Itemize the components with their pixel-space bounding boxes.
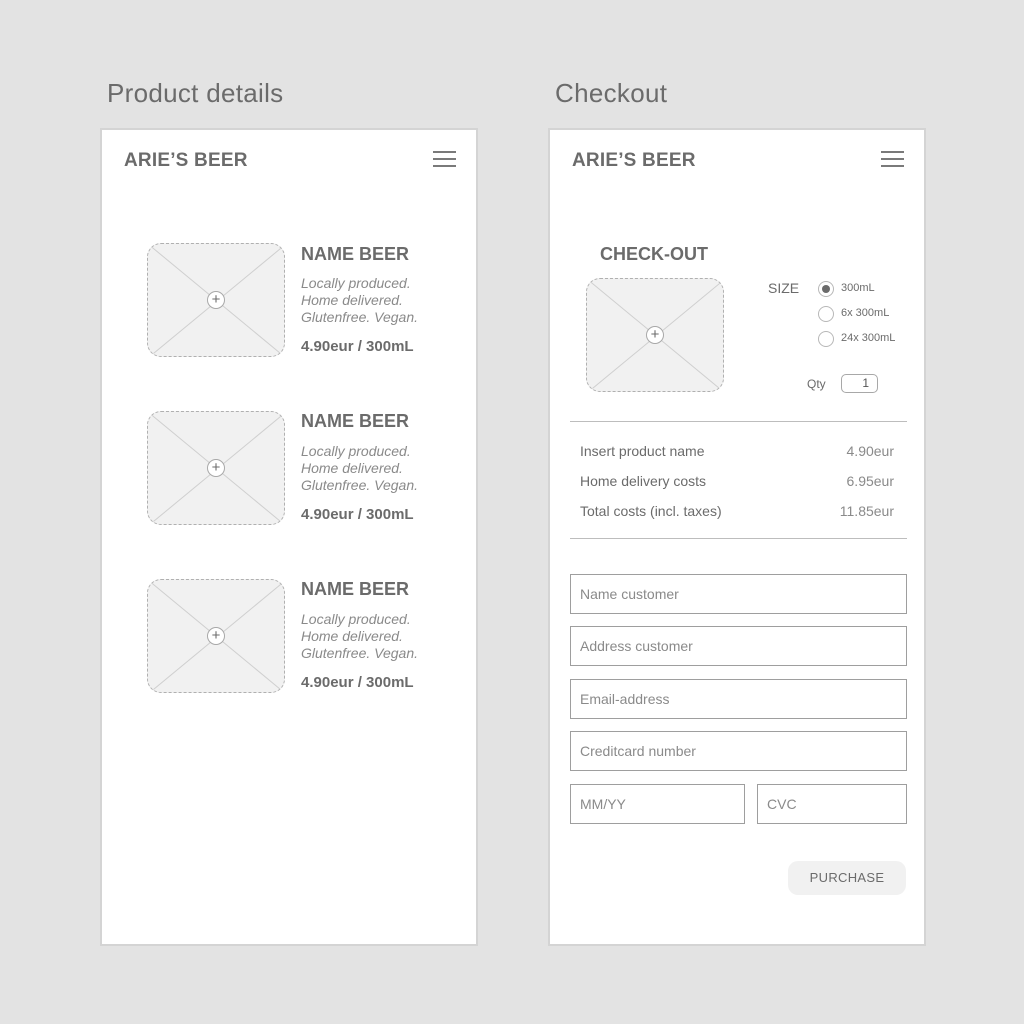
size-radio-24x300ml[interactable] [818, 331, 834, 347]
cost-value-product: 4.90eur [846, 443, 894, 459]
checkout-title: CHECK-OUT [600, 244, 708, 264]
product-price: 4.90eur / 300mL [301, 674, 414, 691]
image-placeholder-icon [586, 278, 724, 392]
product-name: NAME BEER [301, 411, 410, 431]
divider [570, 421, 907, 422]
size-label: SIZE [768, 280, 800, 296]
size-option-label: 6x 300mL [841, 307, 890, 319]
cost-label-delivery: Home delivery costs [580, 473, 707, 489]
plus-icon: + [646, 326, 664, 344]
image-placeholder-icon [147, 579, 285, 693]
size-radio-300ml[interactable] [818, 281, 834, 297]
cost-label-product: Insert product name [580, 443, 705, 459]
product-details-heading: Product details [107, 78, 284, 108]
cost-label-total: Total costs (incl. taxes) [580, 503, 722, 519]
qty-label: Qty [807, 377, 826, 391]
brand-logo[interactable]: ARIE’S BEER [572, 150, 696, 171]
product-price: 4.90eur / 300mL [301, 506, 414, 523]
size-option-label: 300mL [841, 282, 875, 294]
size-option-label: 24x 300mL [841, 332, 896, 344]
checkout-screen [548, 128, 926, 946]
product-description: Locally produced. Home delivered. Glutenfree. Vegan. [301, 611, 419, 661]
plus-icon: + [207, 459, 225, 477]
email-field[interactable]: Email-address [570, 679, 907, 719]
size-radio-6x300ml[interactable] [818, 306, 834, 322]
creditcard-field[interactable]: Creditcard number [570, 731, 907, 771]
image-placeholder-icon [147, 243, 285, 357]
purchase-button[interactable]: PURCHASE [788, 861, 906, 895]
product-name: NAME BEER [301, 579, 410, 599]
hamburger-menu-icon[interactable] [433, 151, 456, 167]
plus-icon: + [207, 627, 225, 645]
cost-value-total: 11.85eur [839, 503, 894, 519]
brand-logo[interactable]: ARIE’S BEER [124, 150, 248, 171]
qty-input[interactable]: 1 [841, 374, 878, 393]
hamburger-menu-icon[interactable] [881, 151, 904, 167]
product-price: 4.90eur / 300mL [301, 338, 414, 355]
name-customer-field[interactable]: Name customer [570, 574, 907, 614]
product-description: Locally produced. Home delivered. Glutenfree. Vegan. [301, 275, 419, 325]
product-details-screen [100, 128, 478, 946]
cost-value-delivery: 6.95eur [846, 473, 894, 489]
product-name: NAME BEER [301, 244, 410, 264]
checkout-heading: Checkout [555, 78, 668, 108]
image-placeholder-icon [147, 411, 285, 525]
divider [570, 538, 907, 539]
product-description: Locally produced. Home delivered. Glutenfree. Vegan. [301, 443, 419, 493]
cvc-field[interactable]: CVC [757, 784, 907, 824]
expiry-field[interactable]: MM/YY [570, 784, 745, 824]
plus-icon: + [207, 291, 225, 309]
address-customer-field[interactable]: Address customer [570, 626, 907, 666]
